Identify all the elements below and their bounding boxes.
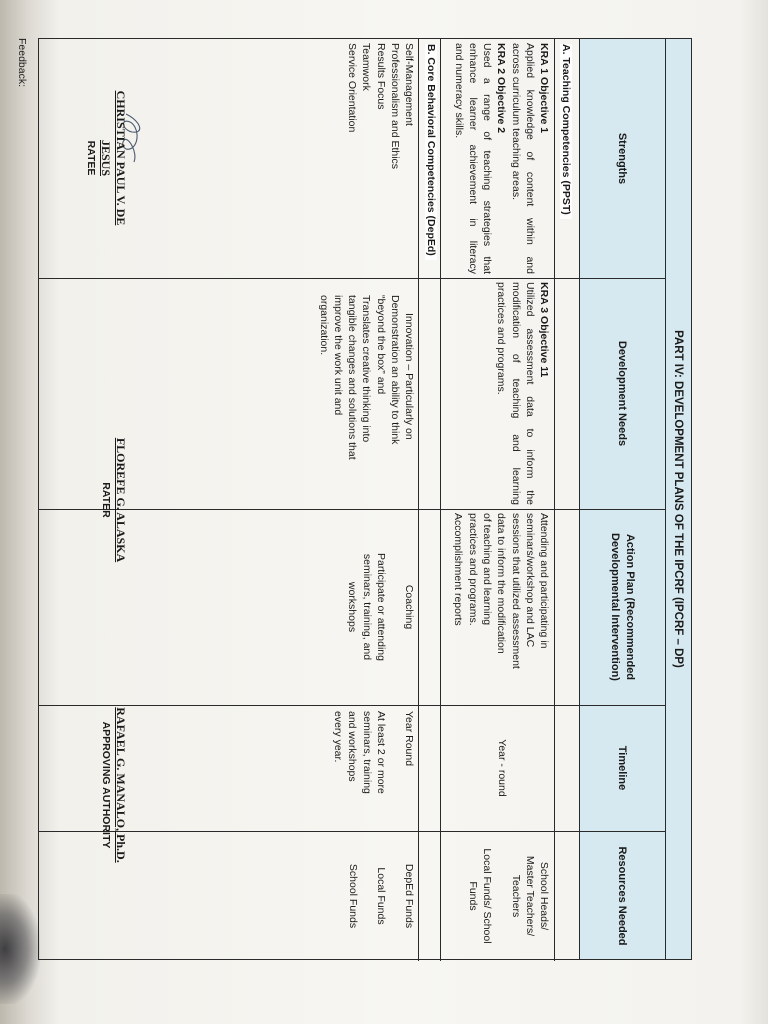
needs-line: modification of teaching and learning bbox=[509, 282, 522, 505]
header-development-needs: Development Needs bbox=[616, 340, 629, 447]
column-divider bbox=[39, 278, 665, 279]
resources-line: Master Teachers/ bbox=[523, 855, 536, 937]
section-a-timeline: Year - round bbox=[496, 739, 508, 797]
kra1-title: KRA 1 Objective 1 bbox=[538, 43, 550, 134]
kra2-title: KRA 2 Objective 2 bbox=[495, 43, 508, 134]
timeline-line: and workshops bbox=[346, 711, 359, 782]
action-line: workshops bbox=[346, 581, 359, 633]
section-b-resources bbox=[345, 831, 416, 961]
table-title: PART IV: DEVELOPMENT PLANS OF THE IPCRF (IPCRF – DP) bbox=[665, 39, 691, 959]
header-row bbox=[579, 39, 665, 959]
kra2-line: Used a range of teaching strategies that bbox=[481, 43, 494, 274]
timeline-line: seminars, training bbox=[360, 711, 373, 794]
resources-line: Local Funds/ School bbox=[481, 848, 494, 944]
row-divider bbox=[554, 39, 555, 961]
header-strengths: Strengths bbox=[616, 132, 629, 185]
row-divider bbox=[418, 39, 419, 961]
action-line: seminars, training, and bbox=[360, 553, 373, 661]
needs-line: improve the work unit and bbox=[331, 295, 344, 416]
development-plan-table bbox=[38, 38, 692, 960]
resources-line: Funds bbox=[467, 881, 480, 911]
needs-line: Utilized assessment data to inform the bbox=[523, 282, 536, 505]
accomplishment-reports: Accomplishment reports bbox=[451, 513, 464, 626]
resource-item: DepEd Funds bbox=[403, 863, 415, 929]
signatory-approving-authority bbox=[100, 700, 128, 870]
action-line: data to inform the modification bbox=[495, 513, 508, 654]
timeline-line: every year. bbox=[332, 711, 345, 763]
strength-item: Professionalism and Ethics bbox=[388, 43, 401, 170]
action-line: Attending and participating in bbox=[538, 513, 550, 649]
signatory-rater bbox=[100, 420, 128, 580]
resources-line: School Heads/ bbox=[538, 861, 550, 931]
header-action-plan-line1: Action Plan (Recommended bbox=[624, 533, 636, 681]
kra1-line: Applied knowledge of content within and bbox=[523, 43, 536, 274]
kra3-title: KRA 3 Objective 11 bbox=[538, 282, 550, 378]
kra1-line: across curriculum teaching areas. bbox=[509, 43, 522, 200]
section-b-strengths bbox=[345, 43, 416, 274]
strength-item: Results Focus bbox=[374, 43, 387, 110]
coaching: Coaching bbox=[403, 584, 415, 630]
action-line: Participate or attending bbox=[374, 553, 387, 661]
column-divider bbox=[39, 705, 665, 706]
timeline-line: At least 2 or more bbox=[374, 711, 387, 794]
section-a-strengths bbox=[452, 43, 551, 274]
section-b-action bbox=[345, 509, 416, 705]
strength-item: Self-Management bbox=[403, 43, 415, 126]
feedback-label: Feedback: bbox=[16, 38, 28, 88]
section-b-needs bbox=[317, 295, 416, 505]
ratee-name: CHRISTIAN PAUL V. DE JESUS bbox=[99, 90, 128, 226]
kra2-line: and numeracy skills. bbox=[452, 43, 465, 139]
header-action-plan-line2: Developmental Intervention) bbox=[609, 533, 621, 681]
ratee-role: RATEE bbox=[85, 140, 97, 176]
action-line: of teaching and learning bbox=[481, 513, 494, 626]
needs-line: “beyond the box” and bbox=[374, 295, 387, 395]
needs-line: Demonstration an ability to think bbox=[388, 295, 401, 445]
resources-line: Teachers bbox=[509, 874, 522, 918]
rater-role: RATER bbox=[100, 482, 112, 518]
needs-line: organization. bbox=[317, 295, 330, 356]
needs-line: Innovation – Particularly on bbox=[403, 313, 415, 440]
approver-name: RAFAEL G. MANALO, Ph.D. bbox=[114, 707, 128, 863]
section-a-action bbox=[451, 513, 551, 701]
strength-item: Service Orientation bbox=[346, 43, 359, 133]
section-b-timeline bbox=[331, 711, 416, 829]
section-a-needs bbox=[494, 282, 551, 505]
approver-role: APPROVING AUTHORITY bbox=[100, 721, 112, 849]
rater-name: FLOREFE G. ALASKA bbox=[114, 437, 128, 563]
section-a-label: A. Teaching Competencies (PPST) bbox=[560, 44, 572, 219]
action-line: practices and programs. bbox=[466, 513, 479, 626]
resource-item: Local Funds bbox=[374, 867, 387, 925]
strength-item: Teamwork bbox=[360, 43, 373, 91]
resource-item: School Funds bbox=[346, 863, 359, 929]
header-action-plan bbox=[579, 509, 665, 705]
needs-line: Translates creative thinking into bbox=[360, 295, 373, 443]
signatory-ratee bbox=[85, 78, 128, 238]
section-a-resources bbox=[466, 835, 551, 957]
needs-line: tangible changes and solutions that bbox=[346, 295, 359, 460]
section-b-label: B. Core Behavioral Competencies (DepEd) bbox=[425, 44, 437, 260]
action-line: sessions that utilized assessment bbox=[509, 513, 522, 669]
kra2-line: enhance learner achievement in literacy bbox=[466, 43, 479, 274]
row-divider bbox=[440, 39, 441, 961]
header-timeline: Timeline bbox=[616, 745, 629, 791]
header-resources: Resources Needed bbox=[616, 846, 629, 946]
year-round: Year Round bbox=[403, 711, 415, 767]
needs-line: practices and programs. bbox=[495, 282, 508, 395]
action-line: seminars/workshop and LAC bbox=[523, 513, 536, 648]
